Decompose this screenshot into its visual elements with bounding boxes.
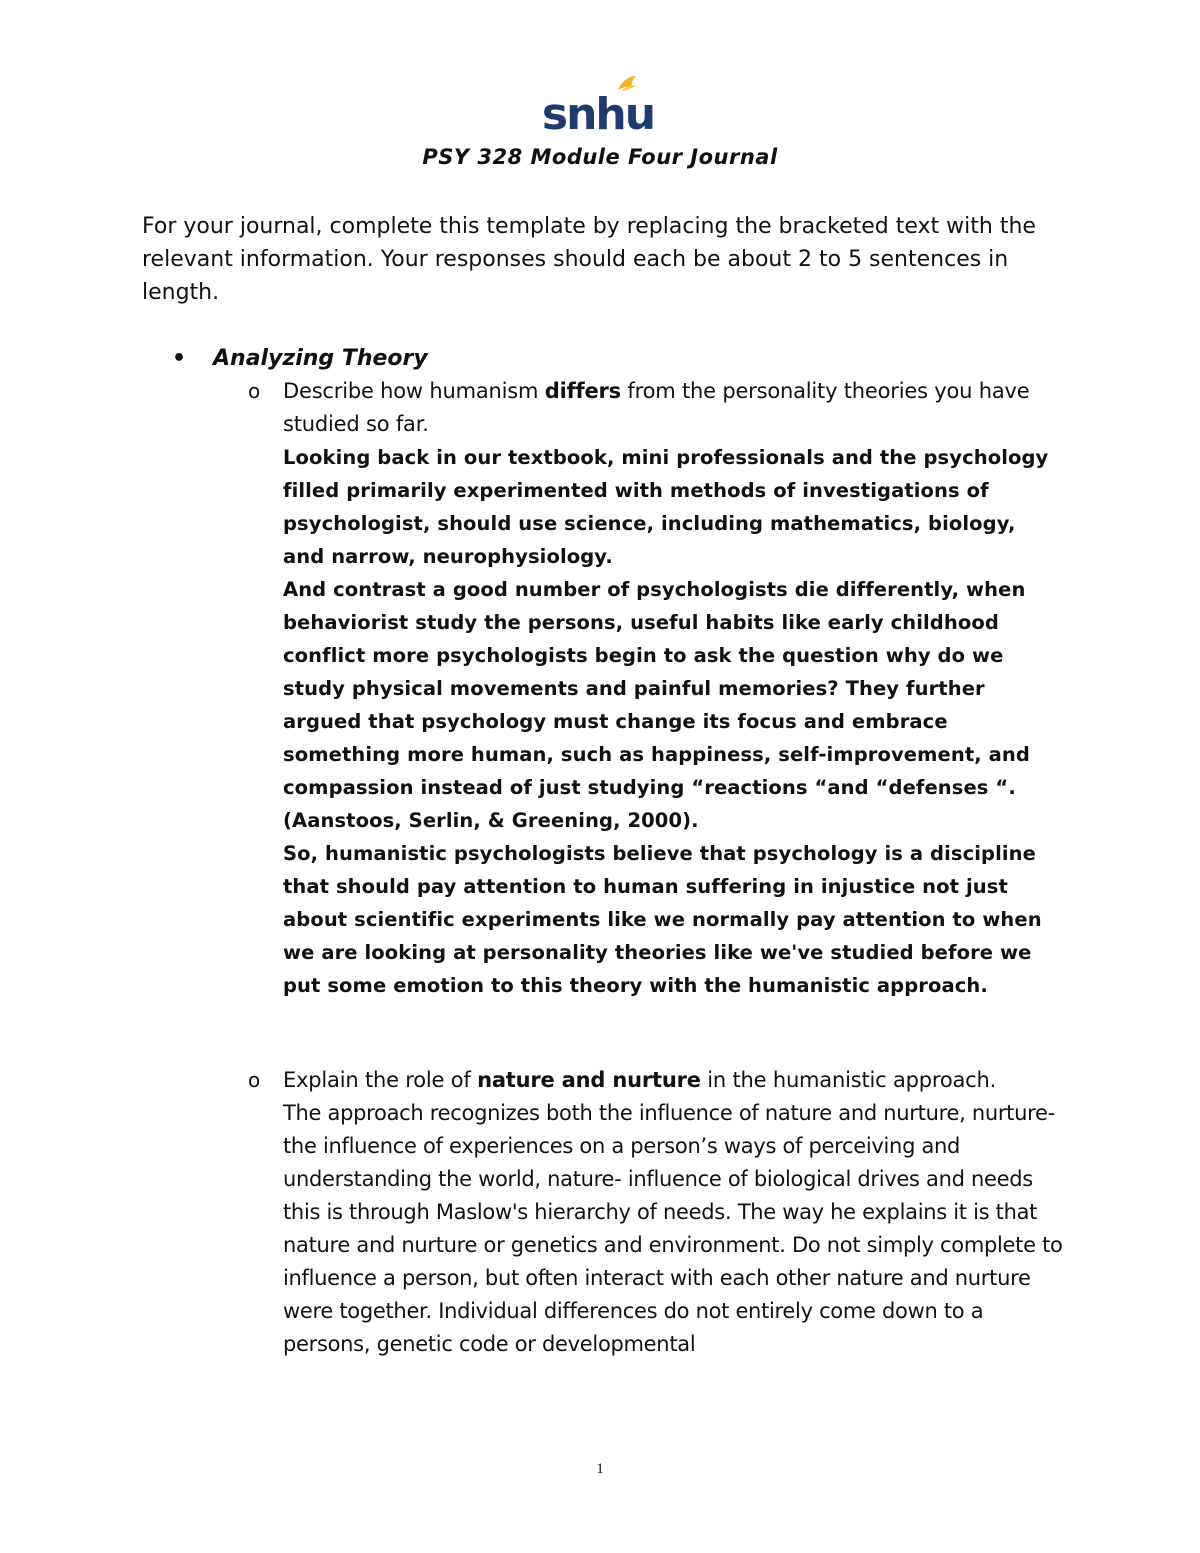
question-keyword: differs <box>544 379 621 403</box>
document-title: PSY 328 Module Four Journal <box>422 145 778 169</box>
snhu-logo <box>541 74 655 140</box>
answer-paragraph: The approach recognizes both the influence of nature and nurture, nurture- the influence of experiences on a person’s ways of perceiving and understanding the world, nature- influence of biological drives and needs this is through Maslow's hierarchy of needs. The way he explains it is that nature and nurture or genetics and environment. Do not simply complete to influence a person, but often interact with each other nature and nurture were together. Individual differences do not entirely come down to a persons, genetic code or developmental <box>283 1101 1063 1356</box>
question-keyword: nature and nurture <box>477 1068 701 1092</box>
answer-paragraph: Looking back in our textbook, mini professionals and the psychology filled primarily experimented with methods of investigations of psychologist, should use science, including mathematics, biology, and narrow, neurophysiology. <box>283 446 1049 568</box>
question-text-start: Explain the role of <box>283 1068 478 1092</box>
question-nature-nurture <box>283 1064 1063 1097</box>
intro-paragraph: For your journal, complete this template by replacing the bracketed text with the relevant information. Your responses should each be about 2 to 5 sentences in length. <box>142 214 1036 305</box>
question-text-end: from the personality theories you have studied so far. <box>283 379 1030 436</box>
question-text-end: in the humanistic approach. <box>700 1068 997 1092</box>
bullet-dot-icon: • <box>172 346 187 371</box>
logo-text: snhu <box>541 89 655 140</box>
circle-bullet-icon: o <box>248 1068 261 1092</box>
section-heading: Analyzing Theory <box>213 346 428 371</box>
circle-bullet-icon: o <box>248 379 261 403</box>
page-number: 1 <box>596 1461 604 1477</box>
question-text-start: Describe how humanism <box>283 379 545 403</box>
answer-paragraph: And contrast a good number of psychologists die differently, when behaviorist study the persons, useful habits like early childhood conflict more psychologists begin to ask the question why do we study physical movements and painful memories? They further argued that psychology must change its focus and embrace something more human, such as happiness, self-improvement, and compassion instead of just studying “reactions “and “defenses “. (Aanstoos, Serlin, & Greening, 2000). <box>283 578 1030 832</box>
question-differs <box>283 375 1063 441</box>
answer-paragraph: So, humanistic psychologists believe that psychology is a discipline that should pay attention to human suffering in injustice not just about scientific experiments like we normally pay attention to when we are looking at personality theories like we've studied before we put some emotion to this theory with the humanistic approach. <box>283 842 1042 997</box>
